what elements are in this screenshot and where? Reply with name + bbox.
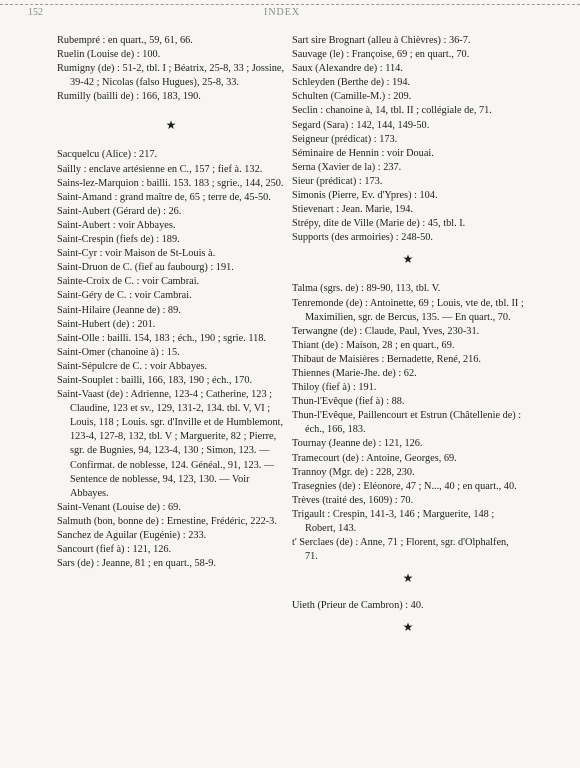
index-entry: Tenremonde (de) : Antoinette, 69 ; Louis, vte de, tbl. II ; Maximilien, sgr. de Bercus, 135. — En quart., 70. (292, 297, 524, 323)
index-entry: Salmuth (bon, bonne de) : Ernestine, Frédéric, 222-3. (57, 515, 277, 527)
page-number: 152 (28, 7, 43, 18)
index-entry: Sancourt (fief à) : 121, 126. (57, 544, 172, 556)
index-entry: Sailly : enclave artésienne en C., 157 ; fief à. 132. (57, 163, 263, 175)
index-entry: Sars (de) : Jeanne, 81 ; en quart., 58-9. (57, 558, 216, 570)
index-entry: Saint-Druon de C. (fief au faubourg) : 191. (57, 262, 234, 274)
index-entry: Sainte-Croix de C. : voir Cambrai. (57, 276, 200, 288)
left-column (57, 34, 285, 571)
index-entry: Schleyden (Berthe de) : 194. (292, 77, 411, 89)
index-entry: Trasegnies (de) : Eléonore, 47 ; N..., 40 ; en quart., 40. (292, 480, 517, 492)
index-entry: Seclin : chanoine à, 14, tbl. II ; collégiale de, 71. (292, 105, 492, 117)
index-entry: Rumigny (de) : 51-2, tbl. I ; Béatrix, 25-8, 33 ; Jossine, 39-42 ; Nicolas (falso Hugues), 25-8, 33. (57, 63, 285, 89)
index-entry: Sanchez de Aguilar (Eugénie) : 233. (57, 530, 207, 541)
right-group-u (292, 599, 524, 613)
index-entry: Saint-Aubert : voir Abbayes. (57, 219, 176, 231)
index-entry: Thun-l'Evêque (fief à) : 88. (292, 396, 405, 408)
index-entry: Saint-Aubert (Gérard de) : 26. (57, 205, 182, 217)
index-entry: Saint-Olle : bailli. 154, 183 ; éch., 190 ; sgrie. 118. (57, 332, 266, 344)
star-separator: ★ (402, 620, 414, 635)
index-entry: Tramecourt (de) : Antoine, Georges, 69. (292, 452, 457, 464)
index-entry: Saint-Souplet : bailli, 166, 183, 190 ; éch., 170. (57, 374, 253, 386)
index-entry: Serna (Xavier de la) : 237. (292, 161, 402, 173)
index-entry: Rubempré : en quart., 59, 61, 66. (57, 35, 193, 46)
index-entry: Strépy, dite de Ville (Marie de) : 45, tbl. I. (292, 218, 466, 230)
star-separator: ★ (165, 118, 177, 133)
index-entry: Stievenart : Jean. Marie, 194. (292, 204, 413, 216)
left-group-s (57, 148, 285, 571)
index-entry: Ruelin (Louise de) : 100. (57, 49, 161, 61)
index-entry: Segard (Sara) : 142, 144, 149-50. (292, 119, 430, 131)
star-separator: ★ (402, 252, 414, 267)
index-entry: Tournay (Jeanne de) : 121, 126. (292, 438, 423, 450)
index-entry: Sains-lez-Marquion : bailli. 153. 183 ; sgrie., 144, 250. (57, 177, 284, 189)
running-head: INDEX (264, 7, 301, 18)
index-entry: Sart sire Brognart (alleu à Chièvres) : 36-7. (292, 35, 471, 46)
index-entry: Simonis (Pierre, Ev. d'Ypres) : 104. (292, 190, 438, 202)
index-entry: Sauvage (le) : Françoise, 69 ; en quart., 70. (292, 49, 470, 61)
index-entry: Saint-Omer (chanoine à) : 15. (57, 346, 180, 358)
index-entry: Saint-Venant (Louise de) : 69. (57, 501, 181, 513)
index-entry: Séminaire de Hennin : voir Douai. (292, 147, 434, 159)
star-separator: ★ (402, 571, 414, 586)
index-entry: Rumilly (bailli de) : 166, 183, 190. (57, 91, 201, 103)
index-entry: Terwangne (de) : Claude, Paul, Yves, 230-31. (292, 325, 480, 337)
index-entry: Seigneur (prédicat) : 173. (292, 133, 398, 145)
index-entry: Thiant (de) : Maison, 28 ; en quart., 69. (292, 339, 455, 351)
right-column (292, 34, 524, 634)
index-entry: Saint-Crespin (fiefs de) : 189. (57, 234, 180, 246)
index-entry: Saint-Sépulcre de C. : voir Abbayes. (57, 360, 208, 372)
index-entry: Thiloy (fief à) : 191. (292, 382, 377, 394)
page-header (0, 4, 580, 21)
index-entry: Thibaut de Maisières : Bernadette, René, 216. (292, 353, 482, 365)
index-entry: Saint-Cyr : voir Maison de St-Louis à. (57, 248, 216, 260)
index-entry: Trannoy (Mgr. de) : 228, 230. (292, 466, 415, 478)
index-entry: Saint-Hilaire (Jeanne de) : 89. (57, 304, 181, 316)
index-entry: Saint-Hubert (de) : 201. (57, 318, 156, 330)
left-group-r (57, 34, 285, 104)
index-entry: Sacquelcu (Alice) : 217. (57, 149, 158, 161)
index-entry: Saux (Alexandre de) : 114. (292, 63, 403, 75)
right-group-t (292, 282, 524, 564)
index-entry: Saint-Amand : grand maître de, 65 ; terre de, 45-50. (57, 191, 271, 203)
index-entry: Thun-l'Evêque, Paillencourt et Estrun (Châtellenie de) : éch., 166, 183. (292, 410, 522, 436)
index-entry: Uieth (Prieur de Cambron) : 40. (292, 600, 424, 612)
index-entry: Trèves (traité des, 1609) : 70. (292, 494, 414, 506)
index-entry: Talma (sgrs. de) : 89-90, 113, tbl. V. (292, 283, 441, 295)
index-entry: Trigault : Crespin, 141-3, 146 ; Marguerite, 148 ; Robert, 143. (292, 508, 495, 534)
index-entry: Schulten (Camille-M.) : 209. (292, 91, 412, 103)
right-group-s (292, 34, 524, 245)
index-entry: Sieur (prédicat) : 173. (292, 175, 383, 187)
index-entry: t' Serclaes (de) : Anne, 71 ; Florent, sgr. d'Olphalfen, 71. (292, 537, 509, 563)
index-entry: Supports (des armoiries) : 248-50. (292, 232, 433, 244)
index-entry: Thiennes (Marie-Jhe. de) : 62. (292, 367, 417, 379)
index-entry: Saint-Géry de C. : voir Cambrai. (57, 290, 192, 302)
index-entry: Saint-Vaast (de) : Adrienne, 123-4 ; Catherine, 123 ; Claudine, 123 et sv., 129, 131-2, 134. tbl. V, VI ; Louis, 118 ; Louis. sgr. d'Inville et de Humblemont, 123-4, 127-8, 132, tbl. V ; Marguerite, 82 ; Pierre, sgr. de Bugnies, 94, 123-4, 130 ; Simon, 123. — Confirmat. de noblesse, 124. Généal., 91, 123. — Sentence de noblesse, 94, 123, 130. — Voir Abbayes. (57, 389, 284, 499)
